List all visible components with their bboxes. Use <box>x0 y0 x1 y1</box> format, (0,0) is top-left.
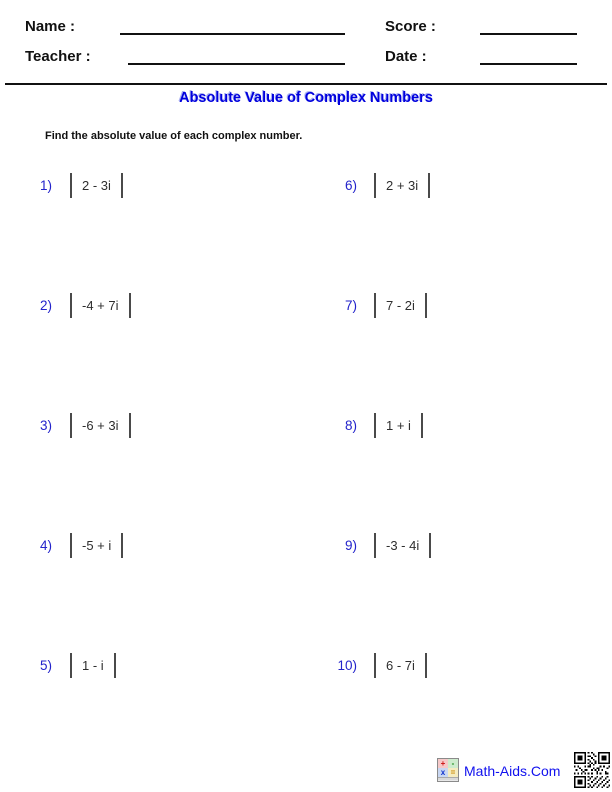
math-aids-brand-link[interactable]: Math-Aids.Com <box>464 763 561 779</box>
absolute-value-expression <box>374 293 427 318</box>
absolute-value-expression <box>70 413 131 438</box>
abs-bar-right <box>121 173 123 198</box>
problem-10 <box>318 652 427 678</box>
abs-bar-right <box>121 533 123 558</box>
qr-code <box>574 752 610 788</box>
complex-number-text: 1 + i <box>386 417 411 433</box>
problem-8 <box>318 412 423 438</box>
absolute-value-expression <box>374 173 430 198</box>
teacher-label: Teacher : <box>25 48 91 65</box>
abs-bar-right <box>421 413 423 438</box>
complex-number-text: 7 - 2i <box>386 297 415 313</box>
problem-number: 3) <box>39 417 52 433</box>
logo-times-glyph: x <box>438 768 448 777</box>
problem-5 <box>18 652 116 678</box>
problem-number: 10) <box>337 657 357 673</box>
problem-number: 5) <box>39 657 52 673</box>
abs-bar-right <box>129 293 131 318</box>
abs-bar-right <box>425 293 427 318</box>
complex-number-text: 2 - 3i <box>82 177 111 193</box>
name-blank-line <box>120 33 345 35</box>
problem-number: 4) <box>39 537 52 553</box>
abs-bar-right <box>425 653 427 678</box>
problem-9 <box>318 532 431 558</box>
complex-number-text: -5 + i <box>82 537 112 553</box>
abs-bar-right <box>129 413 131 438</box>
logo-base-strip <box>438 777 458 780</box>
absolute-value-expression <box>70 293 131 318</box>
problem-1 <box>18 172 123 198</box>
name-label: Name : <box>25 18 76 35</box>
absolute-value-expression <box>374 653 427 678</box>
abs-bar-right <box>114 653 116 678</box>
math-aids-logo-icon <box>437 758 459 782</box>
logo-equals-glyph: = <box>448 768 458 777</box>
problem-number: 1) <box>39 177 52 193</box>
problem-number: 9) <box>344 537 357 553</box>
complex-number-text: -6 + 3i <box>82 417 119 433</box>
logo-plus-glyph: + <box>438 759 448 768</box>
absolute-value-expression <box>374 413 423 438</box>
teacher-blank-line <box>128 63 345 65</box>
problem-number: 6) <box>344 177 357 193</box>
score-blank-line <box>480 33 577 35</box>
problem-3 <box>18 412 131 438</box>
problem-number: 8) <box>344 417 357 433</box>
complex-number-text: -3 - 4i <box>386 537 420 553</box>
problem-number: 2) <box>39 297 52 313</box>
absolute-value-expression <box>70 173 123 198</box>
complex-number-text: 2 + 3i <box>386 177 419 193</box>
complex-number-text: 6 - 7i <box>386 657 415 673</box>
instruction-text: Find the absolute value of each complex number. <box>45 130 303 142</box>
header-separator <box>5 83 607 85</box>
page-title: Absolute Value of Complex Numbers <box>179 90 433 106</box>
date-blank-line <box>480 63 577 65</box>
problem-4 <box>18 532 123 558</box>
absolute-value-expression <box>70 533 123 558</box>
problem-6 <box>318 172 430 198</box>
problem-2 <box>18 292 131 318</box>
complex-number-text: -4 + 7i <box>82 297 119 313</box>
problem-7 <box>318 292 427 318</box>
abs-bar-right <box>429 533 431 558</box>
absolute-value-expression <box>70 653 116 678</box>
logo-minus-glyph: - <box>448 759 458 768</box>
score-label: Score : <box>385 18 436 35</box>
complex-number-text: 1 - i <box>82 657 104 673</box>
absolute-value-expression <box>374 533 431 558</box>
date-label: Date : <box>385 48 427 65</box>
abs-bar-right <box>428 173 430 198</box>
problem-number: 7) <box>344 297 357 313</box>
